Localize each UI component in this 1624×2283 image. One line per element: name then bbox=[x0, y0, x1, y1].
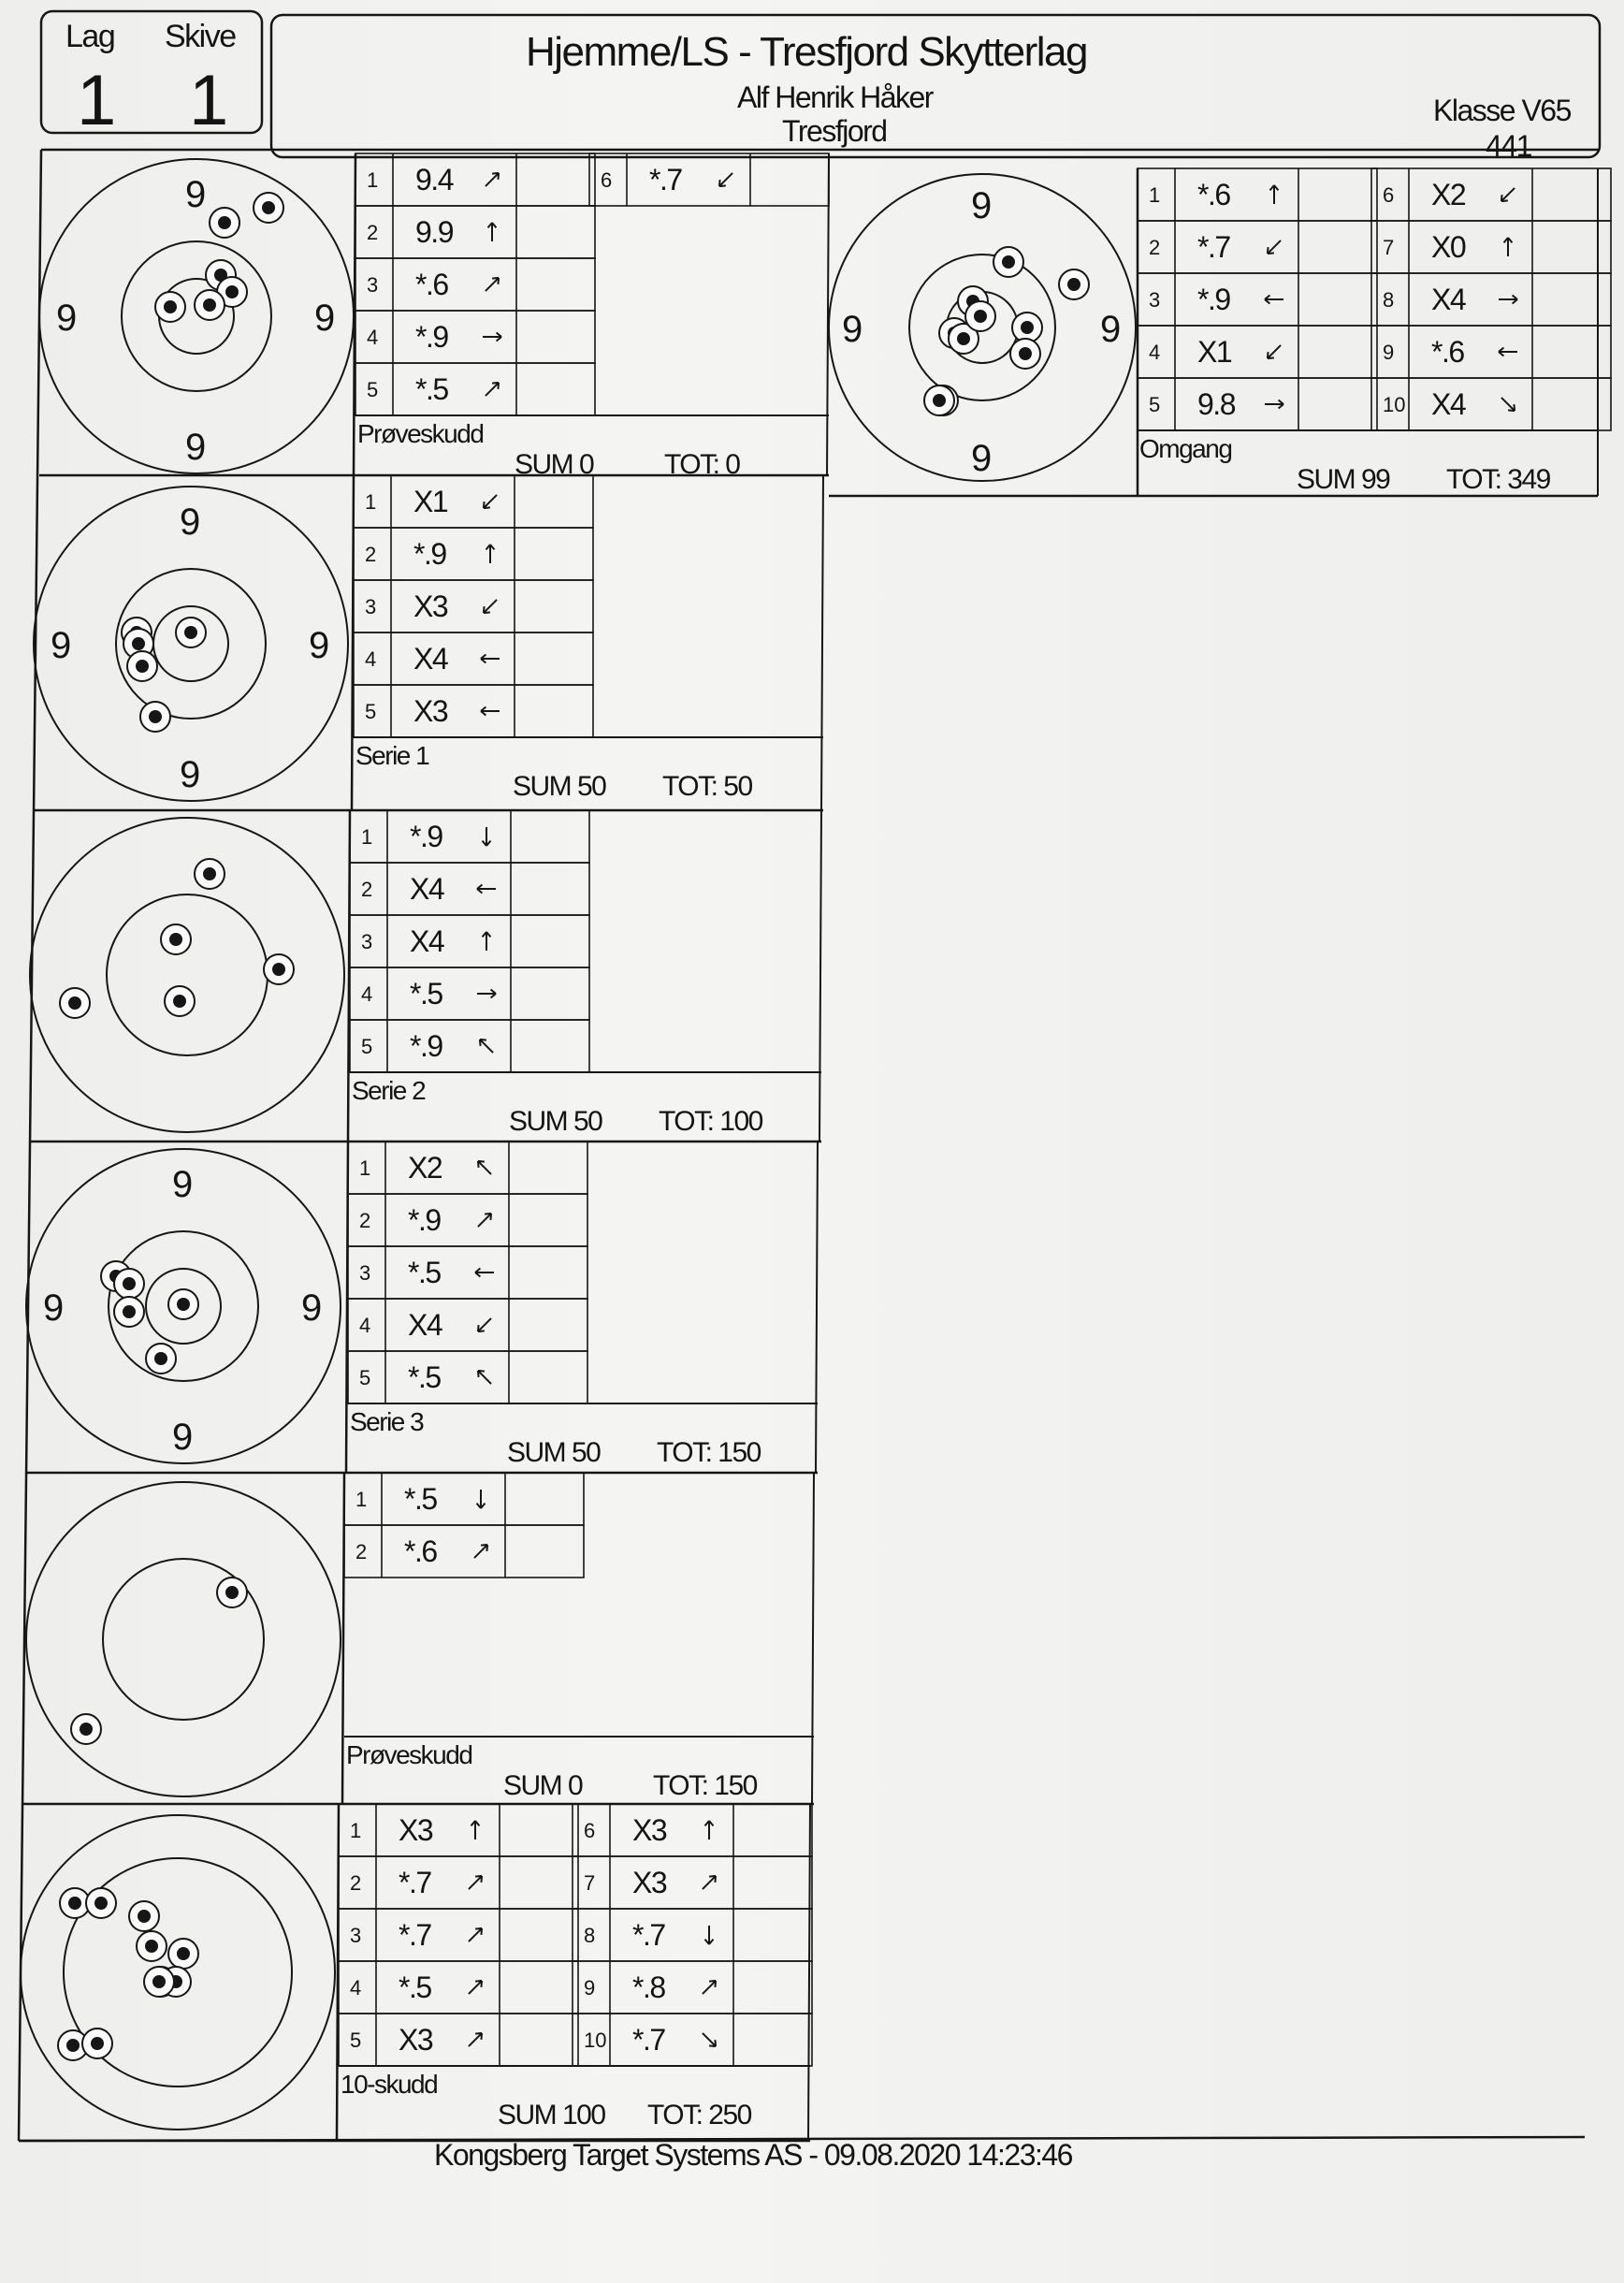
shot-row bbox=[348, 1142, 587, 1194]
shot-direction-icon bbox=[469, 1981, 482, 1994]
shot-hole bbox=[177, 1947, 190, 1960]
shot-hole bbox=[123, 1305, 136, 1318]
series-tot: TOT: 349 bbox=[1446, 464, 1550, 495]
shot-direction-icon bbox=[475, 1269, 494, 1277]
shot-direction-icon bbox=[1268, 345, 1281, 358]
ring-label: 9 bbox=[180, 502, 201, 543]
shot-direction-icon bbox=[471, 1821, 480, 1839]
shot-value: X2 bbox=[1431, 178, 1466, 211]
shot-value: X3 bbox=[413, 694, 448, 728]
shot-hole bbox=[1002, 255, 1015, 269]
shot-row bbox=[350, 915, 589, 967]
shot-value: *.7 bbox=[399, 1866, 431, 1899]
shot-hole bbox=[1021, 321, 1034, 334]
shooter-id: 441 bbox=[1486, 129, 1531, 163]
shot-hole bbox=[272, 963, 285, 976]
shot-number: 6 bbox=[1383, 183, 1395, 207]
shot-row bbox=[573, 1909, 812, 1961]
shot-number: 4 bbox=[359, 1314, 371, 1337]
shot-row bbox=[355, 206, 595, 258]
shot-hole bbox=[933, 394, 946, 407]
shot-row bbox=[355, 258, 595, 311]
shot-hole bbox=[1019, 347, 1032, 360]
shot-value: X0 bbox=[1431, 230, 1466, 264]
shot-row bbox=[589, 153, 829, 206]
shot-number: 10 bbox=[1383, 393, 1406, 416]
series-sum: SUM 50 bbox=[513, 771, 606, 802]
shot-number: 5 bbox=[1149, 393, 1161, 416]
shot-value: *.5 bbox=[415, 372, 448, 406]
shot-row bbox=[339, 2014, 578, 2066]
shot-direction-icon bbox=[477, 990, 496, 998]
shot-hole bbox=[149, 710, 162, 723]
shot-direction-icon bbox=[477, 885, 496, 894]
shot-hole bbox=[164, 300, 177, 313]
target-outer-ring bbox=[30, 818, 344, 1132]
shot-row bbox=[1371, 221, 1611, 273]
shot-row bbox=[1138, 378, 1377, 430]
shot-value: X3 bbox=[399, 1813, 433, 1847]
shot-row bbox=[350, 1020, 589, 1072]
series-label: Prøveskudd bbox=[346, 1740, 472, 1769]
shot-row bbox=[573, 1961, 812, 2014]
shot-value: X1 bbox=[1197, 335, 1232, 369]
shot-number: 10 bbox=[584, 2029, 607, 2052]
shot-number: 4 bbox=[1149, 341, 1161, 364]
shooter-name: Alf Henrik Håker bbox=[737, 80, 933, 114]
shot-hole bbox=[68, 1897, 81, 1910]
shot-direction-icon bbox=[1501, 188, 1515, 201]
shot-row bbox=[355, 363, 595, 415]
panel-edge bbox=[821, 475, 823, 810]
shot-row bbox=[344, 1525, 584, 1578]
shot-number: 2 bbox=[1149, 236, 1161, 259]
shot-value: X4 bbox=[1431, 387, 1466, 421]
shot-hole bbox=[173, 995, 186, 1008]
ring-label: 9 bbox=[1100, 309, 1122, 350]
shot-row bbox=[1138, 168, 1377, 221]
shot-direction-icon bbox=[481, 655, 500, 663]
shot-row bbox=[1371, 326, 1611, 378]
shot-value: *.8 bbox=[632, 1970, 665, 2004]
shot-row bbox=[350, 967, 589, 1020]
shot-row bbox=[573, 2014, 812, 2066]
panel-edge bbox=[816, 1142, 818, 1473]
lag-label: Lag bbox=[65, 19, 115, 54]
shot-direction-icon bbox=[478, 1318, 491, 1331]
shot-number: 2 bbox=[367, 221, 379, 244]
shot-row bbox=[1138, 326, 1377, 378]
shot-number: 3 bbox=[361, 930, 373, 953]
shot-value: *.7 bbox=[399, 1918, 431, 1952]
shot-row bbox=[573, 1804, 812, 1856]
shot-hole bbox=[218, 216, 231, 229]
shot-value: *.6 bbox=[404, 1534, 437, 1568]
shot-direction-icon bbox=[469, 2033, 482, 2046]
shot-direction-icon bbox=[486, 173, 499, 186]
shot-number: 3 bbox=[1149, 288, 1161, 312]
shot-direction-icon bbox=[480, 1040, 493, 1053]
shot-row bbox=[348, 1299, 587, 1351]
shot-row bbox=[354, 685, 593, 737]
shot-value: *.7 bbox=[1197, 230, 1230, 264]
shot-hole bbox=[225, 1586, 239, 1599]
ring-label: 9 bbox=[51, 625, 72, 666]
footer-text: Kongsberg Target Systems AS - 09.08.2020 14:23:46 bbox=[434, 2138, 1072, 2172]
shot-hole bbox=[123, 1277, 136, 1290]
shot-value: *.6 bbox=[1197, 178, 1230, 211]
shot-number: 5 bbox=[367, 378, 379, 401]
shot-row bbox=[1371, 378, 1611, 430]
series-tot: TOT: 250 bbox=[647, 2100, 751, 2130]
ring-label: 9 bbox=[172, 1417, 194, 1458]
shot-value: *.9 bbox=[415, 320, 448, 354]
series-label: 10-skudd bbox=[341, 2070, 438, 2099]
shot-value: X1 bbox=[413, 485, 448, 518]
shot-number: 9 bbox=[1383, 341, 1395, 364]
shot-number: 2 bbox=[365, 543, 377, 566]
shot-value: *.9 bbox=[413, 537, 446, 571]
club-name: Tresfjord bbox=[782, 114, 887, 148]
shot-direction-icon bbox=[486, 545, 495, 563]
panel-edge bbox=[808, 1804, 810, 2141]
shot-direction-icon bbox=[483, 932, 491, 951]
shot-number: 1 bbox=[350, 1819, 362, 1842]
shot-row bbox=[354, 580, 593, 633]
series-label: Serie 3 bbox=[350, 1407, 424, 1436]
shot-direction-icon bbox=[486, 278, 499, 291]
shot-value: *.5 bbox=[410, 977, 442, 1011]
target-outer-ring bbox=[26, 1482, 341, 1796]
shot-direction-icon bbox=[477, 1490, 486, 1508]
shot-row bbox=[1371, 168, 1611, 221]
shot-direction-icon bbox=[478, 1371, 491, 1384]
series-sum: SUM 99 bbox=[1297, 464, 1390, 495]
shot-value: X4 bbox=[408, 1308, 442, 1342]
shot-hole bbox=[957, 332, 970, 345]
shot-hole bbox=[145, 1940, 158, 1953]
shot-row bbox=[355, 311, 595, 363]
shot-number: 8 bbox=[584, 1924, 596, 1947]
shot-hole bbox=[184, 626, 197, 639]
shot-number: 2 bbox=[359, 1209, 371, 1232]
shot-hole bbox=[203, 298, 216, 312]
shot-direction-icon bbox=[705, 1926, 714, 1944]
shot-row bbox=[339, 1856, 578, 1909]
ring-label: 9 bbox=[301, 1287, 323, 1329]
shot-value: *.7 bbox=[649, 163, 682, 196]
shot-number: 6 bbox=[584, 1819, 596, 1842]
shot-direction-icon bbox=[481, 707, 500, 716]
shot-value: *.9 bbox=[1197, 283, 1230, 316]
shot-hole bbox=[80, 1723, 93, 1736]
shot-number: 2 bbox=[361, 878, 373, 901]
shot-value: *.5 bbox=[408, 1360, 441, 1394]
shot-direction-icon bbox=[1501, 398, 1515, 411]
shot-row bbox=[348, 1351, 587, 1403]
shot-value: X3 bbox=[413, 589, 448, 623]
shot-row bbox=[339, 1804, 578, 1856]
shot-hole bbox=[974, 310, 987, 323]
shot-hole bbox=[262, 201, 275, 214]
shot-hole bbox=[138, 1910, 151, 1923]
shot-number: 8 bbox=[1383, 288, 1395, 312]
shot-row bbox=[348, 1194, 587, 1246]
shot-number: 2 bbox=[355, 1540, 368, 1563]
shot-hole bbox=[136, 660, 149, 673]
shot-direction-icon bbox=[474, 1545, 487, 1558]
shot-number: 3 bbox=[365, 595, 377, 618]
series-sum: SUM 100 bbox=[498, 2100, 605, 2130]
shot-value: *.5 bbox=[399, 1970, 431, 2004]
shot-value: *.5 bbox=[408, 1256, 441, 1289]
shot-hole bbox=[154, 1352, 167, 1365]
shot-value: X2 bbox=[408, 1151, 442, 1185]
shot-row bbox=[1138, 273, 1377, 326]
shot-number: 1 bbox=[367, 168, 379, 192]
shot-direction-icon bbox=[478, 1161, 491, 1174]
skive-value: 1 bbox=[189, 61, 229, 140]
ring-label: 9 bbox=[56, 298, 78, 339]
shot-direction-icon bbox=[1268, 240, 1281, 254]
shot-direction-icon bbox=[483, 333, 501, 342]
shot-direction-icon bbox=[719, 173, 732, 186]
shot-value: *.9 bbox=[410, 820, 442, 853]
shot-hole bbox=[177, 1298, 190, 1311]
grid-left-rule bbox=[19, 150, 41, 2141]
event-title: Hjemme/LS - Tresfjord Skytterlag bbox=[526, 29, 1087, 75]
shot-direction-icon bbox=[703, 1876, 716, 1889]
series-label: Serie 2 bbox=[352, 1076, 426, 1105]
ring-label: 9 bbox=[309, 625, 330, 666]
shot-direction-icon bbox=[1499, 296, 1517, 304]
series-label: Serie 1 bbox=[355, 741, 429, 770]
shot-value: *.6 bbox=[415, 268, 448, 301]
shot-hole bbox=[66, 2039, 80, 2052]
shot-number: 3 bbox=[367, 273, 379, 297]
shot-row bbox=[339, 1961, 578, 2014]
shot-direction-icon bbox=[1499, 348, 1517, 356]
shot-hole bbox=[68, 996, 81, 1010]
series-tot: TOT: 150 bbox=[653, 1770, 757, 1801]
shot-row bbox=[1371, 273, 1611, 326]
shot-value: *.5 bbox=[404, 1482, 437, 1516]
shot-number: 3 bbox=[350, 1924, 362, 1947]
ring-label: 9 bbox=[185, 427, 207, 468]
shot-direction-icon bbox=[1270, 185, 1279, 204]
target-inner-ring bbox=[122, 241, 271, 391]
shot-direction-icon bbox=[1265, 296, 1283, 304]
series-tot: TOT: 150 bbox=[657, 1437, 761, 1468]
shot-hole bbox=[91, 2037, 104, 2050]
shot-number: 5 bbox=[350, 2029, 362, 2052]
shot-number: 7 bbox=[1383, 236, 1395, 259]
shot-number: 4 bbox=[365, 647, 377, 671]
shot-row bbox=[355, 153, 595, 206]
series-tot: TOT: 50 bbox=[662, 771, 752, 802]
ring-label: 9 bbox=[185, 174, 207, 215]
shot-value: X4 bbox=[413, 642, 448, 676]
shot-number: 2 bbox=[350, 1871, 362, 1895]
shot-direction-icon bbox=[484, 495, 497, 508]
shot-number: 5 bbox=[359, 1366, 371, 1389]
shot-row bbox=[350, 810, 589, 863]
shot-value: X3 bbox=[399, 2023, 433, 2057]
shot-value: X3 bbox=[632, 1866, 667, 1899]
shot-value: *.6 bbox=[1431, 335, 1464, 369]
shot-number: 6 bbox=[601, 168, 613, 192]
panel-edge bbox=[812, 1473, 814, 1804]
shot-row bbox=[354, 528, 593, 580]
series-label: Omgang bbox=[1139, 434, 1232, 463]
shot-number: 1 bbox=[365, 490, 377, 514]
shot-direction-icon bbox=[703, 2033, 716, 2046]
shot-row bbox=[354, 475, 593, 528]
ring-label: 9 bbox=[180, 754, 201, 795]
shot-value: *.9 bbox=[410, 1029, 442, 1063]
shot-value: 9.4 bbox=[415, 163, 453, 196]
ring-label: 9 bbox=[842, 309, 863, 350]
shot-direction-icon bbox=[703, 1981, 716, 1994]
shot-row bbox=[339, 1909, 578, 1961]
shot-number: 5 bbox=[361, 1035, 373, 1058]
shot-number: 9 bbox=[584, 1976, 596, 1999]
shot-direction-icon bbox=[1504, 238, 1513, 256]
shot-hole bbox=[225, 285, 239, 298]
shot-row bbox=[350, 863, 589, 915]
ring-label: 9 bbox=[314, 298, 336, 339]
shot-value: *.9 bbox=[408, 1203, 441, 1237]
shot-hole bbox=[94, 1897, 108, 1910]
shot-direction-icon bbox=[469, 1928, 482, 1941]
shot-hole bbox=[152, 1975, 166, 1988]
shot-number: 1 bbox=[1149, 183, 1161, 207]
lag-value: 1 bbox=[77, 61, 117, 140]
series-sum: SUM 0 bbox=[503, 1770, 583, 1801]
series-sum: SUM 50 bbox=[507, 1437, 601, 1468]
ring-label: 9 bbox=[971, 438, 993, 479]
shot-number: 1 bbox=[355, 1488, 368, 1511]
series-sum: SUM 0 bbox=[515, 449, 594, 480]
shot-value: X4 bbox=[1431, 283, 1466, 316]
shot-row bbox=[1138, 221, 1377, 273]
shot-hole bbox=[132, 637, 145, 650]
shot-number: 3 bbox=[359, 1261, 371, 1285]
shot-number: 1 bbox=[359, 1156, 371, 1180]
shot-number: 4 bbox=[361, 982, 373, 1006]
shot-hole bbox=[169, 933, 182, 946]
series-tot: TOT: 100 bbox=[659, 1106, 762, 1137]
shot-value: *.7 bbox=[632, 1918, 665, 1952]
target-inner-ring bbox=[107, 894, 268, 1055]
series-sum: SUM 50 bbox=[509, 1106, 602, 1137]
shot-value: X4 bbox=[410, 924, 444, 958]
panel-edge bbox=[819, 810, 821, 1142]
shot-value: *.7 bbox=[632, 2023, 665, 2057]
shot-number: 1 bbox=[361, 825, 373, 849]
shot-number: 4 bbox=[367, 326, 379, 349]
series-label: Prøveskudd bbox=[357, 419, 484, 448]
shot-value: X3 bbox=[632, 1813, 667, 1847]
shot-direction-icon bbox=[483, 827, 491, 846]
shot-direction-icon bbox=[705, 1821, 714, 1839]
shot-hole bbox=[203, 867, 216, 880]
series-tot: TOT: 0 bbox=[664, 449, 740, 480]
shot-row bbox=[354, 633, 593, 685]
ring-label: 9 bbox=[172, 1164, 194, 1205]
shot-number: 5 bbox=[365, 700, 377, 723]
shot-row bbox=[573, 1856, 812, 1909]
shot-row bbox=[348, 1246, 587, 1299]
shot-number: 4 bbox=[350, 1976, 362, 1999]
shot-direction-icon bbox=[478, 1214, 491, 1227]
shot-row bbox=[344, 1473, 584, 1525]
skive-label: Skive bbox=[165, 19, 236, 54]
ring-label: 9 bbox=[43, 1287, 65, 1329]
shot-value: X4 bbox=[410, 872, 444, 906]
shot-direction-icon bbox=[484, 600, 497, 613]
shot-direction-icon bbox=[488, 223, 497, 241]
shot-direction-icon bbox=[486, 383, 499, 396]
shot-value: 9.9 bbox=[415, 215, 453, 249]
shot-value: 9.8 bbox=[1197, 387, 1235, 421]
class-label: Klasse V65 bbox=[1433, 94, 1571, 127]
shot-direction-icon bbox=[469, 1876, 482, 1889]
shot-direction-icon bbox=[1265, 400, 1283, 409]
ring-label: 9 bbox=[971, 185, 993, 226]
shot-number: 7 bbox=[584, 1871, 596, 1895]
shot-hole bbox=[1067, 278, 1080, 291]
